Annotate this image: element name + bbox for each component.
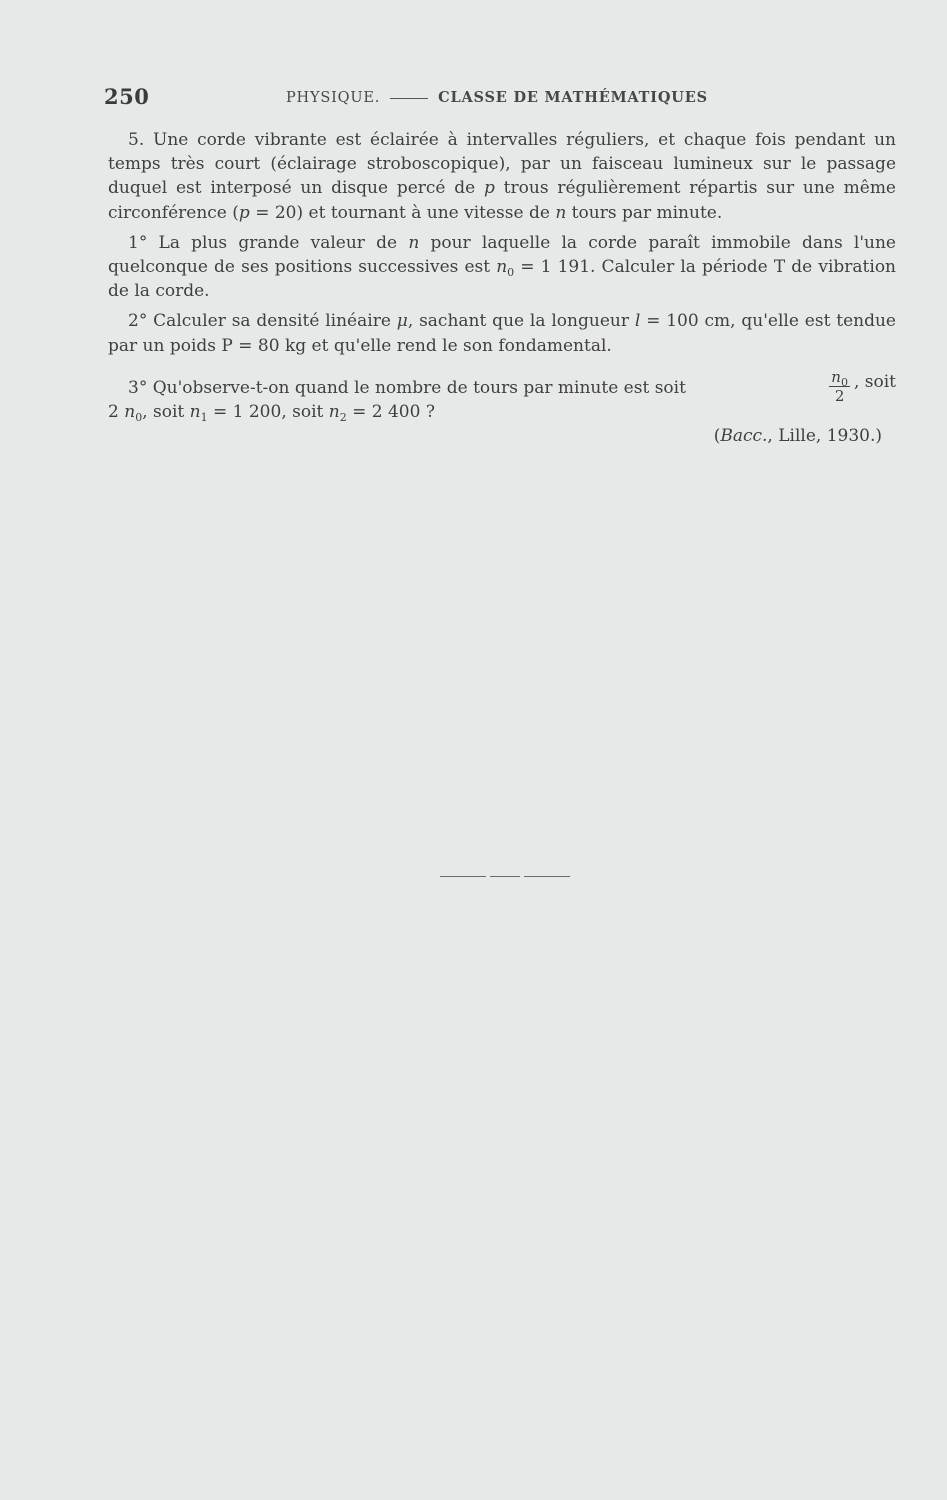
var-n: n bbox=[555, 202, 567, 223]
var-n1: n bbox=[189, 401, 201, 422]
exercise-source bbox=[108, 424, 896, 448]
statement-text: = 20) et tournant à une vitesse de bbox=[249, 202, 556, 223]
exercise-5 bbox=[108, 128, 896, 448]
running-title-left: PHYSIQUE. bbox=[286, 90, 381, 106]
var-mu: μ bbox=[396, 311, 408, 332]
subscript: 1 bbox=[200, 410, 208, 424]
question-text: 2° Calculer sa densité linéaire bbox=[128, 311, 397, 332]
running-title bbox=[286, 89, 708, 106]
var-p: p bbox=[484, 178, 495, 199]
question-text: = 100 cm, qu'elle est tendue par un poids P = 80 kg et qu'elle rend le son fondamental. bbox=[108, 311, 896, 356]
running-title-right: CLASSE DE MATHÉMATIQUES bbox=[438, 89, 708, 106]
question-3-line-1 bbox=[108, 364, 896, 405]
var-n0: n bbox=[124, 401, 136, 422]
var-n2: n bbox=[328, 401, 340, 422]
question-text: pour laquelle la corde paraît immobile dans l'une quelconque de ses positions successives est bbox=[108, 232, 896, 278]
source-text: , Lille, 1930.) bbox=[767, 426, 882, 447]
statement-text: trous régulièrement répartis sur une même circonférence ( bbox=[108, 178, 896, 223]
fraction-numerator bbox=[829, 369, 850, 387]
var-l: l bbox=[634, 311, 641, 332]
question-text: , soit bbox=[853, 371, 896, 392]
source-text: ( bbox=[713, 426, 721, 447]
question-text: , soit bbox=[142, 401, 190, 422]
question-text: , sachant que la longueur bbox=[407, 311, 635, 332]
fraction-group bbox=[825, 365, 896, 405]
exercise-number: 5. bbox=[128, 130, 145, 150]
var-n: n bbox=[408, 232, 420, 253]
exercise-statement bbox=[108, 128, 896, 225]
question-text: 2 bbox=[108, 401, 125, 422]
statement-text: tours par minute. bbox=[566, 202, 723, 223]
fraction-n0-over-2 bbox=[829, 369, 850, 404]
question-2 bbox=[108, 309, 896, 357]
subscript: 2 bbox=[339, 410, 347, 424]
var-n0: n bbox=[496, 257, 508, 278]
source-exam: Bacc. bbox=[720, 426, 768, 447]
question-text: = 1 200, soit bbox=[207, 401, 329, 422]
page-number: 250 bbox=[104, 84, 150, 109]
question-1 bbox=[108, 231, 896, 304]
subscript: 0 bbox=[507, 266, 515, 280]
question-text: = 2 400 ? bbox=[346, 401, 435, 422]
question-text: 3° Qu'observe-t-on quand le nombre de tours par minute est soit bbox=[128, 377, 686, 398]
var-p: p bbox=[238, 202, 250, 223]
header-dash bbox=[390, 98, 428, 99]
end-rule bbox=[440, 876, 570, 878]
statement-text: Une corde vibrante est éclairée à intervalles réguliers, et chaque fois pendant un temps très court (éclairage stroboscopique), par un faisceau lumineux sur le passage duquel est interposé un disque percé de bbox=[108, 130, 897, 199]
var-n: n bbox=[831, 367, 841, 386]
fraction-denominator: 2 bbox=[834, 386, 845, 405]
running-header bbox=[104, 84, 896, 108]
subscript: 0 bbox=[840, 375, 848, 389]
question-3-line-2 bbox=[108, 400, 896, 424]
question-text: = 1 191. Calculer la période T de vibration de la corde. bbox=[108, 257, 896, 302]
question-text: 1° La plus grande valeur de bbox=[128, 232, 409, 253]
subscript: 0 bbox=[135, 410, 143, 424]
